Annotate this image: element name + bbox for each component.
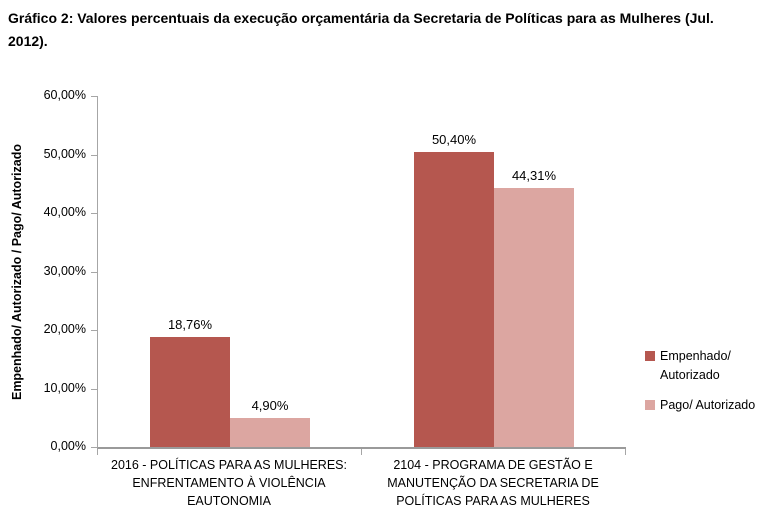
y-tick-label: 10,00% [43,380,86,395]
y-tick-label: 30,00% [43,263,86,278]
bar-pago [230,418,310,447]
legend-item [645,347,767,385]
y-axis-title-text: Empenhado/ Autorizado / Pago/ Autorizado [10,143,24,400]
bar-value-label: 18,76% [167,317,213,333]
x-category-label: 2016 - POLÍTICAS PARA AS MULHERES: ENFRENTAMENTO À VIOLÊNCIA EAUTONOMIA [111,458,347,508]
y-tick-label: 50,00% [43,146,86,161]
x-tick-mark [361,449,362,455]
bar-value-label: 50,40% [431,132,477,148]
x-category-label: 2104 - PROGRAMA DE GESTÃO E MANUTENÇÃO DA SECRETARIA DE POLÍTICAS PARA AS MULHERES [387,458,599,508]
bar-value-label: 44,31% [511,167,557,183]
y-axis-title [6,96,28,447]
y-tick-label: 60,00% [43,88,86,102]
bar-pago [494,188,574,447]
bar-value-label: 4,90% [251,398,289,414]
y-tick-label: 20,00% [43,322,86,336]
legend-swatch-icon [645,400,655,410]
x-tick-mark [625,449,626,455]
plot-area [97,96,626,449]
x-tick-mark [97,449,98,455]
y-tick-label: 0,00% [50,439,86,453]
legend-swatch-icon [645,351,655,361]
chart-title: Gráfico 2: Valores percentuais da execução orçamentária da Secretaria de Políticas para as Mulheres (Jul. 2012). [8,10,714,49]
legend-label: Empenhado/ Autorizado [660,349,731,382]
legend-label: Pago/ Autorizado [660,398,756,412]
bar-empenhado [414,152,494,447]
bar-empenhado [150,337,230,447]
legend [645,347,767,426]
legend-item [645,396,767,415]
y-tick-label: 40,00% [43,205,86,219]
